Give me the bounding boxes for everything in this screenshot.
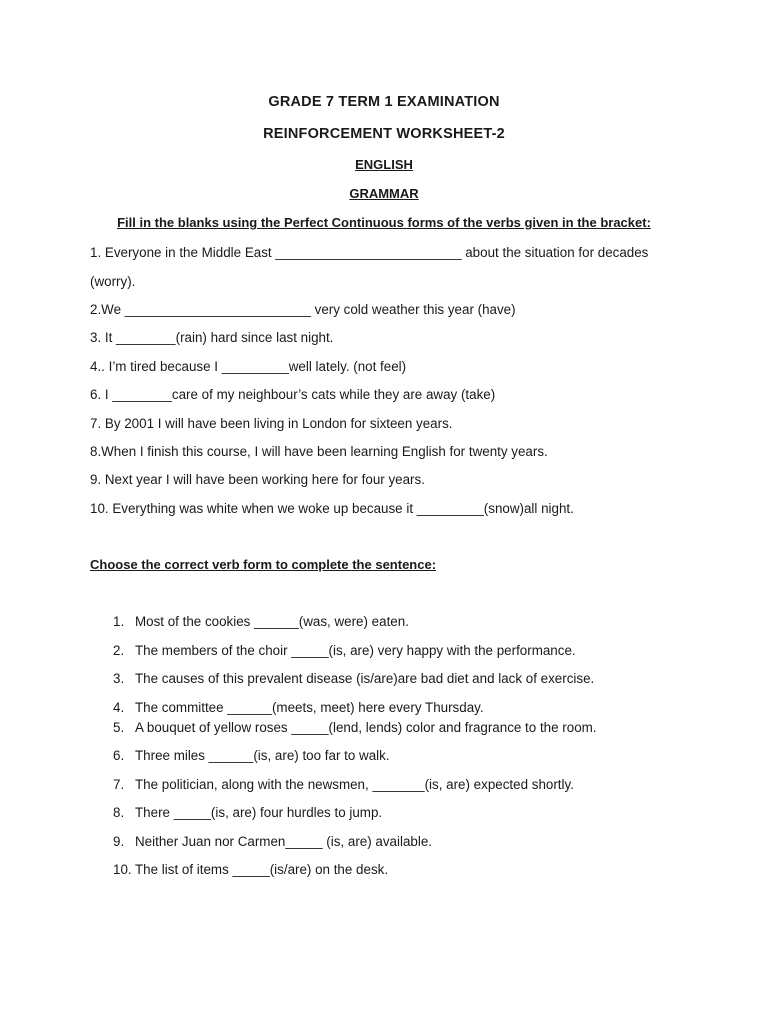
exercise-line: 3. It ________(rain) hard since last night.: [90, 330, 334, 345]
exercise-line: (worry).: [90, 274, 136, 289]
list-item: [113, 614, 409, 629]
item-text: A bouquet of yellow roses _____(lend, lends) color and fragrance to the room.: [135, 720, 597, 735]
exercise-line: 8.When I finish this course, I will have been learning English for twenty years.: [90, 444, 548, 459]
item-text: The committee ______(meets, meet) here every Thursday.: [135, 700, 484, 715]
list-item: [113, 834, 432, 849]
list-item: [113, 643, 576, 658]
item-number: 5.: [113, 720, 125, 735]
item-number: 4.: [113, 700, 125, 715]
subject-heading: ENGLISH: [355, 157, 413, 172]
topic-heading: GRAMMAR: [349, 186, 419, 201]
exercise-line: 6. I ________care of my neighbour’s cats while they are away (take): [90, 387, 496, 402]
list-item: [113, 671, 594, 686]
item-number: 10.: [113, 862, 132, 877]
section2-instruction: Choose the correct verb form to complete the sentence:: [90, 557, 437, 572]
exercise-line: 9. Next year I will have been working here for four years.: [90, 472, 425, 487]
item-number: 1.: [113, 614, 125, 629]
page-subtitle: REINFORCEMENT WORKSHEET-2: [263, 126, 505, 142]
list-item: [113, 720, 597, 735]
list-item: [113, 748, 390, 763]
item-text: There _____(is, are) four hurdles to jump.: [135, 805, 383, 820]
exercise-line: 2.We _________________________ very cold weather this year (have): [90, 302, 516, 317]
page-title: GRADE 7 TERM 1 EXAMINATION: [268, 94, 500, 110]
exercise-line: 10. Everything was white when we woke up because it _________(snow)all night.: [90, 501, 574, 516]
item-text: The causes of this prevalent disease (is/are)are bad diet and lack of exercise.: [135, 671, 595, 686]
item-text: Three miles ______(is, are) too far to walk.: [135, 748, 390, 763]
item-text: The list of items _____(is/are) on the desk.: [135, 862, 389, 877]
list-item: [113, 805, 382, 820]
exercise-line: 7. By 2001 I will have been living in London for sixteen years.: [90, 416, 453, 431]
item-number: 6.: [113, 748, 125, 763]
item-text: Neither Juan nor Carmen_____ (is, are) available.: [135, 834, 432, 849]
exercise-line: 4.. I’m tired because I _________well lately. (not feel): [90, 359, 407, 374]
item-text: The members of the choir _____(is, are) very happy with the performance.: [135, 643, 576, 658]
item-number: 8.: [113, 805, 125, 820]
list-item: [113, 700, 484, 715]
list-item: [113, 777, 574, 792]
item-number: 7.: [113, 777, 125, 792]
item-number: 9.: [113, 834, 125, 849]
list-item: [113, 862, 388, 877]
item-text: Most of the cookies ______(was, were) eaten.: [135, 614, 409, 629]
exercise-line: 1. Everyone in the Middle East _________________________ about the situation for decades: [90, 245, 649, 260]
item-text: The politician, along with the newsmen, _______(is, are) expected shortly.: [135, 777, 574, 792]
item-number: 3.: [113, 671, 125, 686]
item-number: 2.: [113, 643, 125, 658]
section1-instruction: Fill in the blanks using the Perfect Continuous forms of the verbs given in the bracket:: [117, 215, 651, 230]
